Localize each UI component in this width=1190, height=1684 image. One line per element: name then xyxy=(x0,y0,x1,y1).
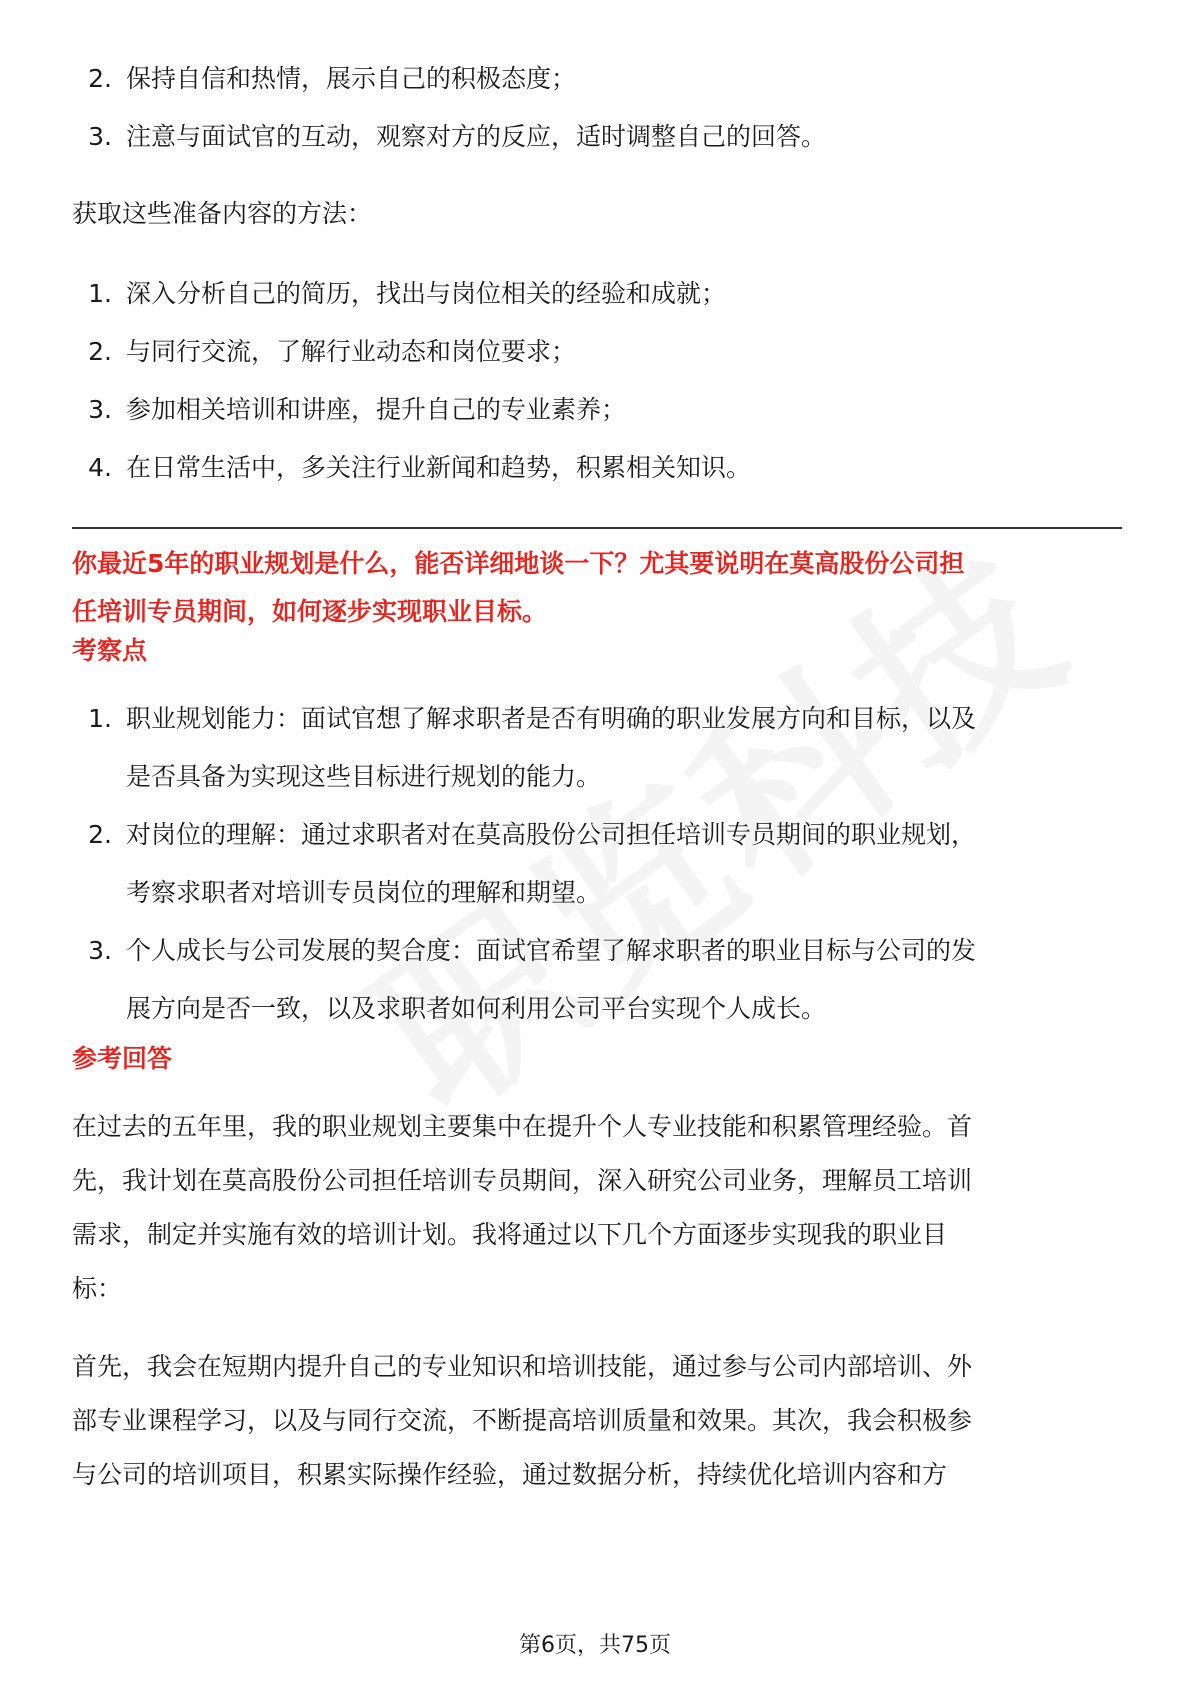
answer-heading: 参考回答 xyxy=(72,1044,173,1073)
list-item xyxy=(72,381,1122,439)
paragraph-line: 与公司的培训项目，积累实际操作经验，通过数据分析，持续优化培训内容和方 xyxy=(72,1460,948,1489)
paragraph-line: 在过去的五年里，我的职业规划主要集中在提升个人专业技能和积累管理经验。首 xyxy=(72,1112,973,1141)
list-number: 3. xyxy=(88,936,112,965)
question-line: 你最近5年的职业规划是什么，能否详细地谈一下？尤其要说明在莫高股份公司担 xyxy=(72,549,965,578)
list-text-line: 职业规划能力：面试官想了解求职者是否有明确的职业发展方向和目标，以及 xyxy=(126,704,977,733)
list-item xyxy=(72,323,1122,381)
paragraph-line: 部专业课程学习，以及与同行交流，不断提高培训质量和效果。其次，我会积极参 xyxy=(72,1406,973,1435)
list-item xyxy=(72,806,1122,922)
section-divider xyxy=(72,527,1122,529)
paragraph-line: 标： xyxy=(72,1274,123,1303)
paragraph-line: 先，我计划在莫高股份公司担任培训专员期间，深入研究公司业务，理解员工培训 xyxy=(72,1166,973,1195)
list-number: 2. xyxy=(88,337,112,366)
list-number: 2. xyxy=(88,64,112,93)
list-text xyxy=(126,922,1122,1038)
answer-paragraph-2 xyxy=(72,1340,1122,1502)
list-item xyxy=(72,108,1122,166)
points-heading: 考察点 xyxy=(72,636,148,665)
paragraph-line: 首先，我会在短期内提升自己的专业知识和培训技能，通过参与公司内部培训、外 xyxy=(72,1352,973,1381)
list-text-line: 是否具备为实现这些目标进行规划的能力。 xyxy=(126,762,602,791)
list-number: 1. xyxy=(88,704,112,733)
list-text: 深入分析自己的简历，找出与岗位相关的经验和成就； xyxy=(126,279,727,308)
list-item xyxy=(72,50,1122,108)
methods-heading: 获取这些准备内容的方法： xyxy=(72,199,373,228)
list-text: 注意与面试官的互动，观察对方的反应，适时调整自己的回答。 xyxy=(126,122,827,151)
tips-list-continued xyxy=(72,50,1122,166)
list-text-line: 展方向是否一致，以及求职者如何利用公司平台实现个人成长。 xyxy=(126,994,827,1023)
list-number: 4. xyxy=(88,453,112,482)
list-text xyxy=(126,806,1122,922)
list-text-line: 个人成长与公司发展的契合度：面试官希望了解求职者的职业目标与公司的发 xyxy=(126,936,977,965)
list-item xyxy=(72,690,1122,806)
list-text: 保持自信和热情，展示自己的积极态度； xyxy=(126,64,577,93)
list-number: 3. xyxy=(88,395,112,424)
list-text-line: 对岗位的理解：通过求职者对在莫高股份公司担任培训专员期间的职业规划， xyxy=(126,820,977,849)
list-text: 参加相关培训和讲座，提升自己的专业素养； xyxy=(126,395,627,424)
list-number: 2. xyxy=(88,820,112,849)
list-number: 1. xyxy=(88,279,112,308)
list-text xyxy=(126,690,1122,806)
question-line: 任培训专员期间，如何逐步实现职业目标。 xyxy=(72,597,548,626)
question-heading xyxy=(72,540,1122,636)
list-text: 与同行交流，了解行业动态和岗位要求； xyxy=(126,337,577,366)
methods-list xyxy=(72,265,1122,497)
list-number: 3. xyxy=(88,122,112,151)
list-item xyxy=(72,265,1122,323)
page-number: 第6页，共75页 xyxy=(519,1633,671,1658)
list-text: 在日常生活中，多关注行业新闻和趋势，积累相关知识。 xyxy=(126,453,752,482)
list-item xyxy=(72,922,1122,1038)
answer-paragraph-1 xyxy=(72,1100,1122,1316)
list-item xyxy=(72,439,1122,497)
points-list xyxy=(72,690,1122,1038)
paragraph-line: 需求，制定并实施有效的培训计划。我将通过以下几个方面逐步实现我的职业目 xyxy=(72,1220,948,1249)
list-text-line: 考察求职者对培训专员岗位的理解和期望。 xyxy=(126,878,602,907)
